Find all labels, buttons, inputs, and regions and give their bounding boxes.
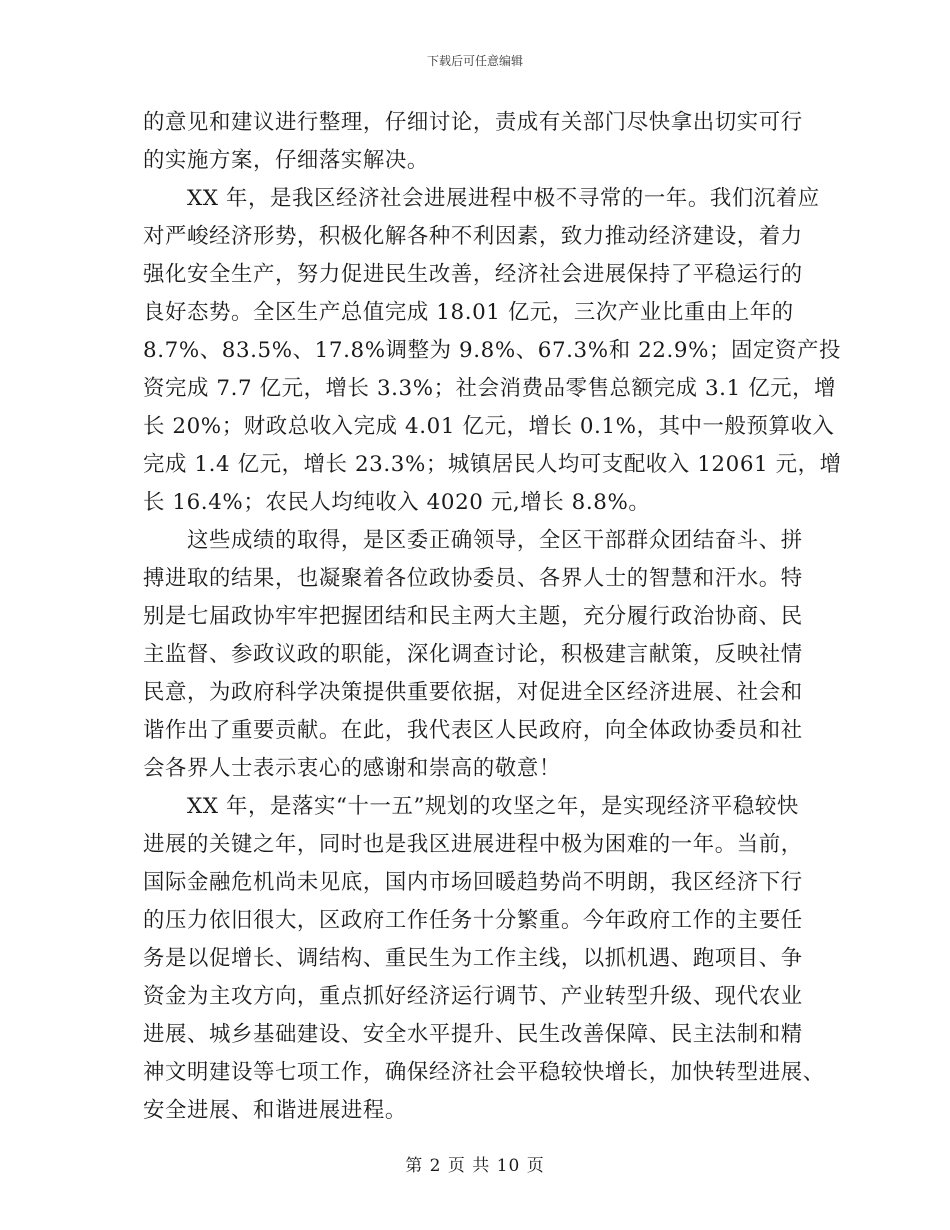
text-line: 的实施方案，仔细落实解决。 xyxy=(143,148,429,173)
text-line: 资金为主攻方向，重点抓好经济运行调节、产业转型升级、现代农业 xyxy=(143,984,803,1009)
text-line: 长 16.4%；农民人均纯收入 4020 元,增长 8.8%。 xyxy=(143,490,651,515)
text-line: 主监督、参政议政的职能，深化调查讨论，积极建言献策，反映社情 xyxy=(143,642,803,667)
text-line: 安全进展、和谐进展进程。 xyxy=(143,1098,407,1123)
text-line: 资完成 7.7 亿元，增长 3.3%；社会消费品零售总额完成 3.1 亿元，增 xyxy=(143,376,837,401)
text-line: 会各界人士表示衷心的感谢和崇高的敬意！ xyxy=(143,756,561,781)
text-line: 长 20%；财政总收入完成 4.01 亿元，增长 0.1%，其中一般预算收入 xyxy=(143,414,835,439)
text-line: 的意见和建议进行整理，仔细讨论，责成有关部门尽快拿出切实可行 xyxy=(143,110,803,135)
text-line: XX 年，是我区经济社会进展进程中极不寻常的一年。我们沉着应 xyxy=(143,186,820,211)
text-line: 务是以促增长、调结构、重民生为工作主线，以抓机遇、跑项目、争 xyxy=(143,946,803,971)
text-line: 强化安全生产，努力促进民生改善，经济社会进展保持了平稳运行的 xyxy=(143,262,803,287)
text-line: 完成 1.4 亿元，增长 23.3%；城镇居民人均可支配收入 12061 元，增 xyxy=(143,452,842,477)
text-line: 搏进取的结果，也凝聚着各位政协委员、各界人士的智慧和汗水。特 xyxy=(143,566,803,591)
text-line: 的压力依旧很大，区政府工作任务十分繁重。今年政府工作的主要任 xyxy=(143,908,803,933)
text-line: 8.7%、83.5%、17.8%调整为 9.8%、67.3%和 22.9%；固定资产投 xyxy=(143,338,841,363)
text-line: 这些成绩的取得，是区委正确领导，全区干部群众团结奋斗、拼 xyxy=(143,528,803,553)
text-line: 别是七届政协牢牢把握团结和民主两大主题，充分履行政治协商、民 xyxy=(143,604,803,629)
text-line: 良好态势。全区生产总值完成 18.01 亿元，三次产业比重由上年的 xyxy=(143,300,794,325)
text-line: 神文明建设等七项工作，确保经济社会平稳较快增长，加快转型进展、 xyxy=(143,1060,825,1085)
document-body xyxy=(143,104,842,1130)
text-line: 民意，为政府科学决策提供重要依据，对促进全区经济进展、社会和 xyxy=(143,680,803,705)
text-line: XX 年，是落实“十一五”规划的攻坚之年，是实现经济平稳较快 xyxy=(143,794,799,819)
page-number-footer: 第 2 页 共 10 页 xyxy=(405,1156,545,1176)
page-header: 下载后可任意编辑 xyxy=(426,54,523,68)
text-line: 进展、城乡基础建设、安全水平提升、民生改善保障、民主法制和精 xyxy=(143,1022,803,1047)
text-line: 谐作出了重要贡献。在此，我代表区人民政府，向全体政协委员和社 xyxy=(143,718,803,743)
text-line: 国际金融危机尚未见底，国内市场回暖趋势尚不明朗，我区经济下行 xyxy=(143,870,803,895)
text-line: 进展的关键之年，同时也是我区进展进程中极为困难的一年。当前， xyxy=(143,832,803,857)
text-line: 对严峻经济形势，积极化解各种不利因素，致力推动经济建设，着力 xyxy=(143,224,803,249)
